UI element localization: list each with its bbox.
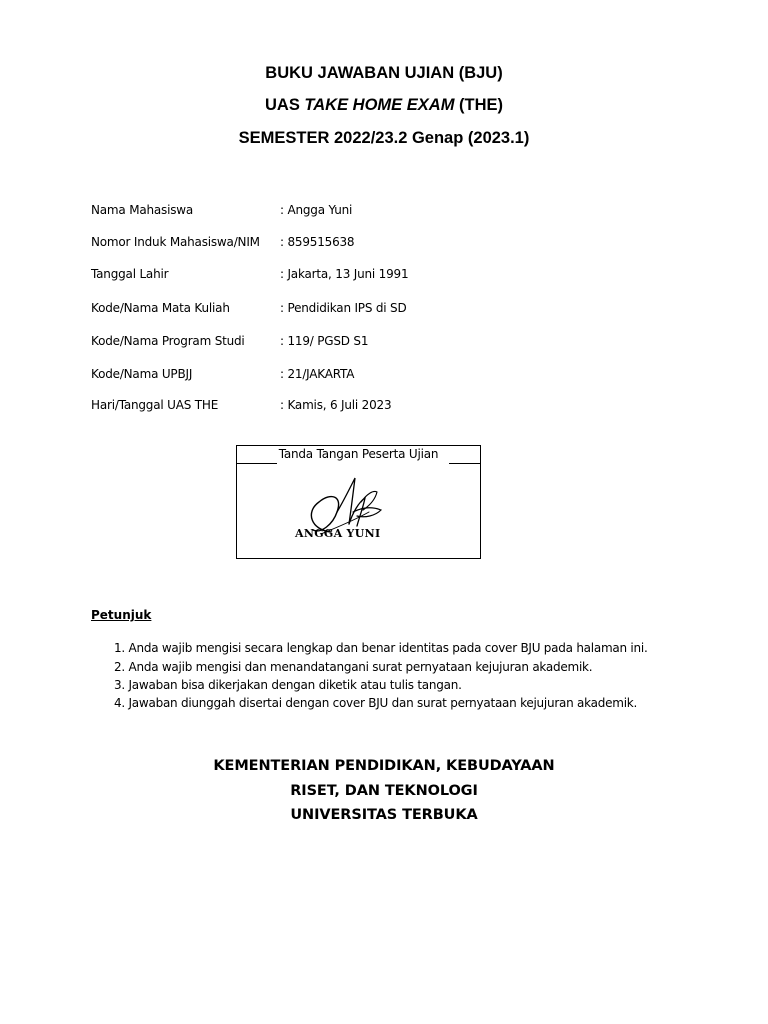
signature-title-rule-right — [449, 463, 480, 464]
doc-title-prefix: UAS — [264, 96, 305, 114]
identity-value: : 859515638 — [280, 235, 355, 249]
semester-label: SEMESTER — [238, 129, 334, 147]
identity-value: : Pendidikan IPS di SD — [280, 301, 407, 315]
doc-title-line-1 — [0, 64, 768, 83]
identity-row-course — [91, 301, 691, 319]
instruction-item: 2. Anda wajib mengisi dan menandatangani surat pernyataan kejujuran akademik. — [114, 660, 593, 674]
identity-row-exam-date — [91, 398, 691, 416]
identity-label: Kode/Nama Mata Kuliah — [91, 301, 230, 315]
identity-row-nim — [91, 235, 691, 253]
identity-value: : Jakarta, 13 Juni 1991 — [280, 267, 409, 281]
identity-row-program — [91, 334, 691, 352]
handwritten-signature — [291, 472, 411, 552]
identity-label: Hari/Tanggal UAS THE — [91, 398, 219, 412]
identity-row-name — [91, 203, 691, 221]
signature-box — [236, 445, 481, 559]
semester-value: 2022/23.2 Genap (2023.1) — [333, 129, 530, 147]
instruction-item: 4. Jawaban diunggah disertai dengan cover BJU dan surat pernyataan kejujuran akademik. — [114, 696, 638, 710]
signature-printed-name: ANGGA YUNI — [295, 527, 381, 540]
identity-row-upbjj — [91, 367, 691, 385]
signature-title: Tanda Tangan Peserta Ujian — [278, 447, 439, 461]
identity-value: : Kamis, 6 Juli 2023 — [280, 398, 392, 412]
identity-label: Nama Mahasiswa — [91, 203, 194, 217]
doc-title-line-2 — [0, 96, 768, 115]
identity-value: : Angga Yuni — [280, 203, 353, 217]
instruction-item: 3. Jawaban bisa dikerjakan dengan diketik atau tulis tangan. — [114, 678, 462, 692]
instructions-heading: Petunjuk — [91, 608, 152, 622]
doc-title-line-3 — [0, 129, 768, 148]
instruction-item: 1. Anda wajib mengisi secara lengkap dan benar identitas pada cover BJU pada halaman ini. — [114, 641, 648, 655]
doc-title-suffix: (THE) — [454, 96, 504, 114]
doc-title-italic: TAKE HOME EXAM — [304, 96, 455, 114]
signature-title-rule-left — [237, 463, 277, 464]
identity-label: Nomor Induk Mahasiswa/NIM — [91, 235, 260, 249]
identity-label: Kode/Nama UPBJJ — [91, 367, 193, 381]
identity-label: Kode/Nama Program Studi — [91, 334, 245, 348]
identity-value: : 119/ PGSD S1 — [280, 334, 369, 348]
university-name: UNIVERSITAS TERBUKA — [290, 807, 478, 823]
ministry-name-line-1: KEMENTERIAN PENDIDIKAN, KEBUDAYAAN — [213, 758, 555, 774]
ministry-name-line-2: RISET, DAN TEKNOLOGI — [290, 783, 478, 799]
identity-row-birth — [91, 267, 691, 285]
identity-value: : 21/JAKARTA — [280, 367, 355, 381]
identity-label: Tanggal Lahir — [91, 267, 169, 281]
doc-title-text: BUKU JAWABAN UJIAN (BJU) — [265, 64, 503, 82]
